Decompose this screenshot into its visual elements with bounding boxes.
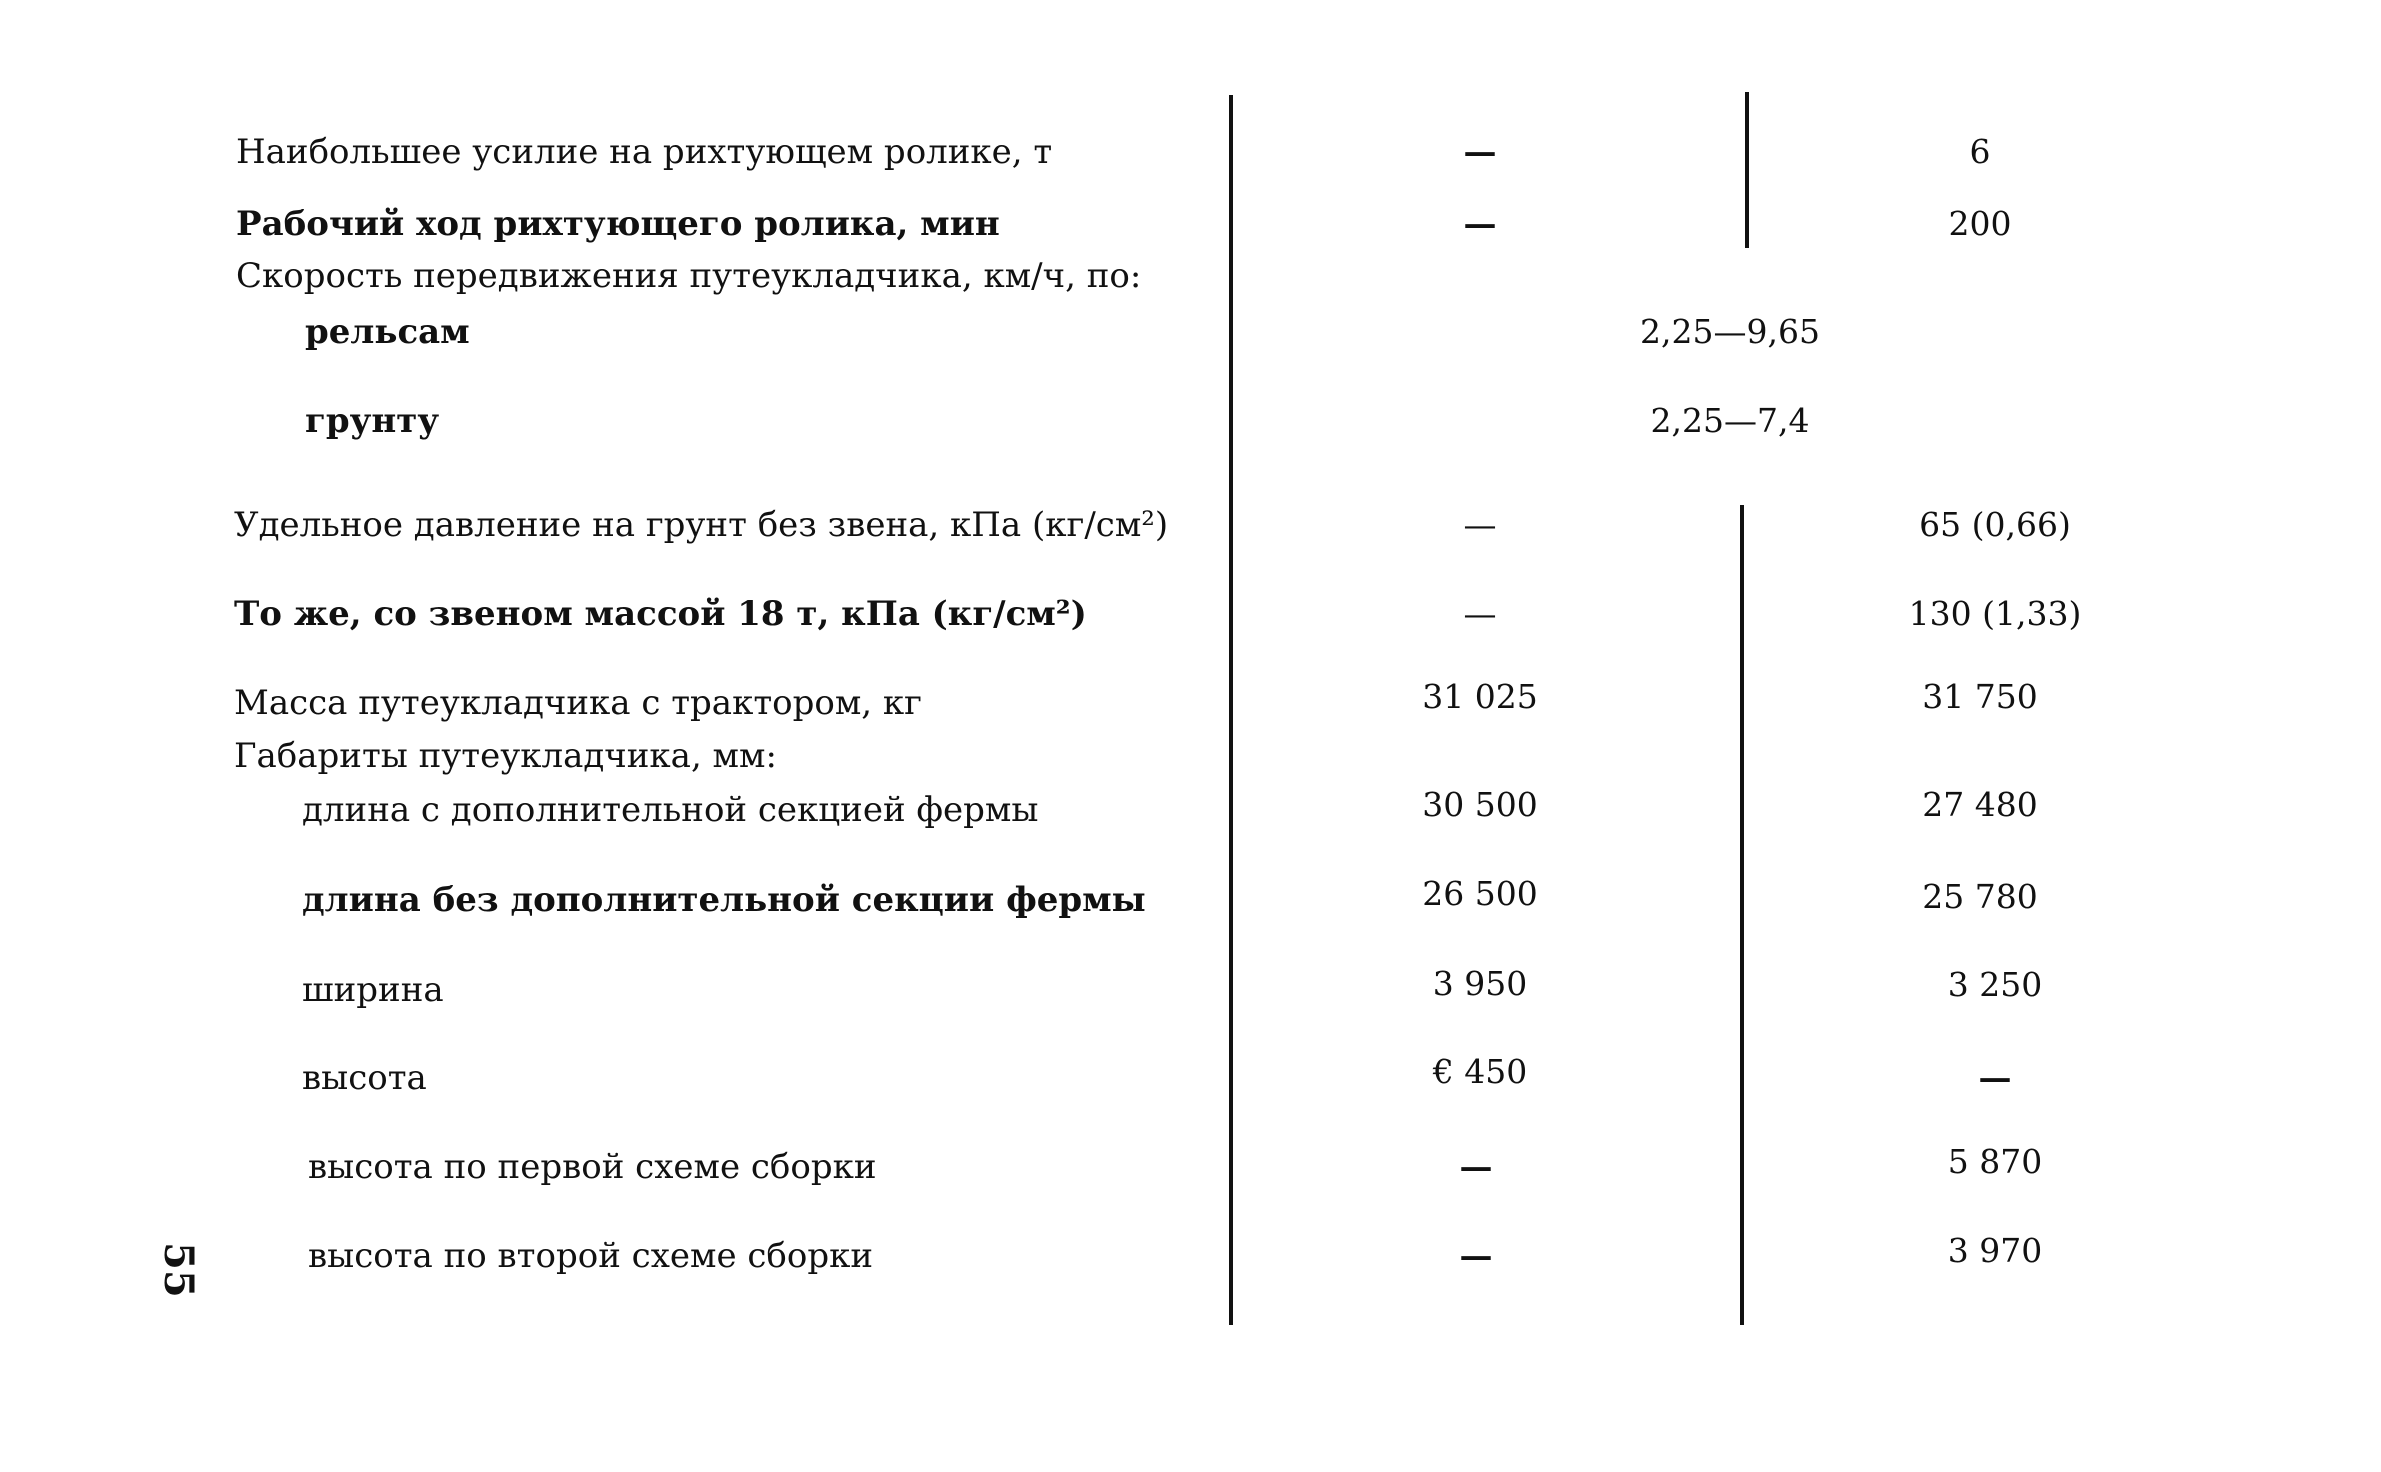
table-row xyxy=(0,964,2381,1030)
row-label: Скорость передвижения путеукладчика, км/ч, по: xyxy=(236,256,1142,296)
row-label: высота xyxy=(302,1058,427,1098)
row-value-span: 2,25—9,65 xyxy=(1640,312,1820,351)
row-label: Рабочий ход рихтующего ролика, мин xyxy=(236,204,1000,244)
row-value-col2: 25 780 xyxy=(1922,877,2038,916)
row-value-col1: 3 950 xyxy=(1432,964,1528,1003)
table-row xyxy=(0,594,2381,654)
row-value-col2: 6 xyxy=(1969,132,1991,171)
row-label: грунту xyxy=(305,401,440,441)
row-value-col2: 3 250 xyxy=(1947,965,2043,1004)
row-value-col2: 200 xyxy=(1948,204,2012,243)
row-label: ширина xyxy=(302,970,444,1010)
row-label: Удельное давление на грунт без звена, кПа (кг/см²) xyxy=(234,505,1169,545)
table-row xyxy=(0,1142,2381,1207)
row-value-col2: — xyxy=(1978,1058,2012,1097)
row-value-span: 2,25—7,4 xyxy=(1650,401,1810,440)
row-label: длина с дополнительной секцией фермы xyxy=(302,790,1039,830)
row-value-col2: 27 480 xyxy=(1922,785,2038,824)
row-value-col1: — xyxy=(1463,132,1497,171)
row-value-col1: — xyxy=(1459,1236,1493,1275)
table-row xyxy=(0,1231,2381,1296)
row-value-col1: 26 500 xyxy=(1422,874,1538,913)
table-row xyxy=(0,1052,2381,1118)
table-row xyxy=(0,401,2381,461)
table-row xyxy=(0,312,2381,372)
row-label: длина без дополнительной секции фермы xyxy=(302,880,1146,920)
row-value-col2: 5 870 xyxy=(1947,1142,2043,1181)
row-value-col1: — xyxy=(1463,594,1497,633)
row-value-col2: 130 (1,33) xyxy=(1908,594,2082,633)
row-value-col1: 30 500 xyxy=(1422,785,1538,824)
row-label: рельсам xyxy=(305,312,470,352)
row-value-col2: 65 (0,66) xyxy=(1919,505,2071,544)
row-value-col1: — xyxy=(1459,1147,1493,1186)
row-label: То же, со звеном массой 18 т, кПа (кг/см²) xyxy=(234,594,1087,634)
table-row xyxy=(0,677,2381,743)
table-row xyxy=(0,256,2381,316)
row-label: Наибольшее усилие на рихтующем ролике, т xyxy=(236,132,1053,172)
row-value-col1: — xyxy=(1463,505,1497,544)
row-value-col1: € 450 xyxy=(1432,1052,1528,1091)
row-label: Масса путеукладчика с трактором, кг xyxy=(234,683,922,723)
table-row xyxy=(0,204,2381,264)
table-row xyxy=(0,785,2381,850)
row-value-col1: — xyxy=(1463,204,1497,243)
table-row xyxy=(0,505,2381,565)
row-value-col2: 31 750 xyxy=(1922,677,2038,716)
row-value-col1: 31 025 xyxy=(1422,677,1538,716)
row-label: Габариты путеукладчика, мм: xyxy=(234,736,777,776)
row-value-col2: 3 970 xyxy=(1947,1231,2043,1270)
table-row xyxy=(0,132,2381,192)
page-number: 55 xyxy=(154,1242,202,1298)
row-label: высота по первой схеме сборки xyxy=(308,1147,877,1187)
table-row xyxy=(0,874,2381,940)
row-label: высота по второй схеме сборки xyxy=(308,1236,874,1276)
